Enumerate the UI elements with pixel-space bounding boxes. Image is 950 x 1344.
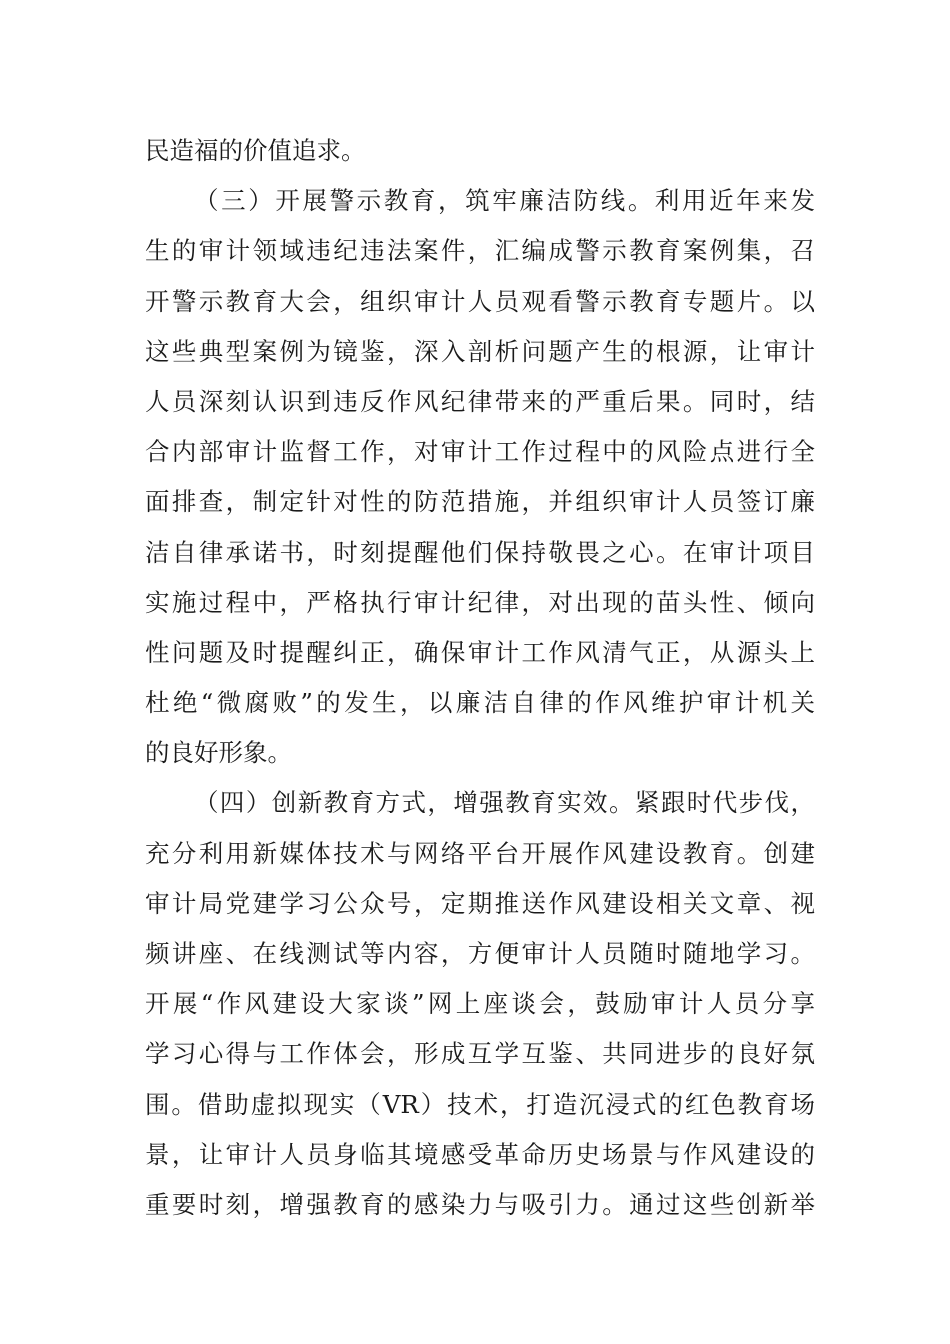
text-line: 生的审计领域违纪违法案件，汇编成警示教育案例集，召: [145, 236, 815, 266]
text-line: 围。借助虚拟现实（VR）技术，打造沉浸式的红色教育场: [145, 1089, 815, 1119]
text-line: 洁自律承诺书，时刻提醒他们保持敬畏之心。在审计项目: [145, 537, 815, 567]
text-line: 面排查，制定针对性的防范措施，并组织审计人员签订廉: [145, 487, 815, 517]
text-line: 合内部审计监督工作，对审计工作过程中的风险点进行全: [145, 437, 815, 467]
text-line: 的良好形象。: [145, 738, 292, 768]
text-line: 实施过程中，严格执行审计纪律，对出现的苗头性、倾向: [145, 587, 815, 617]
text-line: 重要时刻，增强教育的感染力与吸引力。通过这些创新举: [145, 1189, 815, 1219]
text-line: 性问题及时提醒纠正，确保审计工作风清气正，从源头上: [145, 637, 815, 667]
text-line: 民造福的价值追求。: [145, 136, 366, 165]
text-line: 这些典型案例为镜鉴，深入剖析问题产生的根源，让审计: [145, 336, 815, 366]
text-line: 审计局党建学习公众号，定期推送作风建设相关文章、视: [145, 888, 815, 918]
text-line: 充分利用新媒体技术与网络平台开展作风建设教育。创建: [145, 838, 815, 868]
text-line: 频讲座、在线测试等内容，方便审计人员随时随地学习。: [145, 939, 815, 968]
text-line: （四）创新教育方式，增强教育实效。紧跟时代步伐，: [194, 788, 815, 818]
text-line: 开警示教育大会，组织审计人员观看警示教育专题片。以: [145, 286, 815, 316]
text-line: 人员深刻认识到违反作风纪律带来的严重后果。同时，结: [145, 386, 815, 416]
text-line: 开展“作风建设大家谈”网上座谈会，鼓励审计人员分享: [145, 989, 815, 1019]
text-line: （三）开展警示教育，筑牢廉洁防线。利用近年来发: [194, 186, 815, 216]
document-body: [145, 126, 815, 1230]
text-line: 学习心得与工作体会，形成互学互鉴、共同进步的良好氛: [145, 1039, 815, 1069]
text-line: 景，让审计人员身临其境感受革命历史场景与作风建设的: [145, 1139, 815, 1169]
text-line: 杜绝“微腐败”的发生，以廉洁自律的作风维护审计机关: [145, 688, 815, 718]
